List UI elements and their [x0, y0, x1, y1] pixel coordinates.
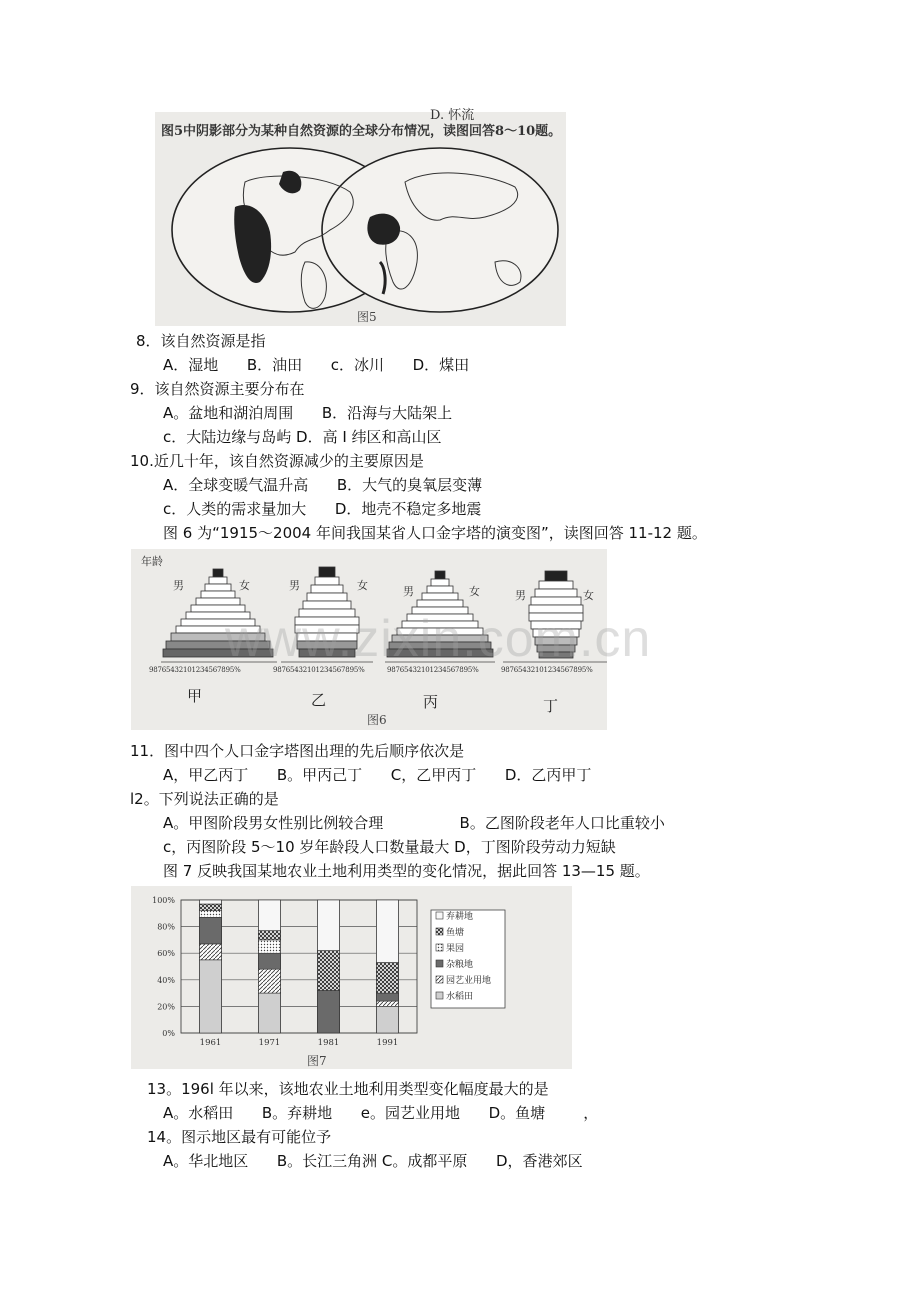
bar-segment — [200, 904, 222, 911]
yi-axis: 98765432101234567895% — [273, 666, 365, 674]
legend-label: 弃耕地 — [446, 912, 474, 922]
figure-7-chart — [131, 886, 572, 1069]
bar-segment — [200, 944, 222, 960]
x-tick-label: 1961 — [199, 1038, 222, 1048]
bar-segment — [377, 1001, 399, 1006]
ding-axis: 98765432101234567895% — [501, 666, 593, 674]
x-tick-label: 1991 — [376, 1038, 399, 1048]
legend-swatch — [436, 912, 443, 919]
world-map-outline — [155, 112, 566, 326]
legend-label: 果园 — [446, 944, 465, 954]
bar-segment — [318, 951, 340, 991]
y-tick-label: 80% — [157, 922, 175, 932]
q11-stem: 11．图中四个人口金字塔图出理的先后顺序依次是 — [130, 742, 465, 760]
q8-stem: 8．该自然资源是指 — [136, 332, 266, 350]
y-tick-label: 60% — [157, 949, 175, 959]
q13-stem: 13。196l 年以来，该地农业土地利用类型变化幅度最大的是 — [147, 1080, 549, 1098]
bar-segment — [377, 963, 399, 994]
y-tick-label: 100% — [152, 896, 175, 905]
fig5-partial-top: D. 怀流 — [430, 108, 475, 123]
bing-female-label: 女 — [469, 585, 480, 598]
legend-label: 杂粮地 — [446, 960, 474, 970]
figure-6-pyramids — [131, 549, 652, 730]
bar-segment — [259, 953, 281, 969]
q12-options-1: A。甲图阶段男女性别比例较合理 B。乙图阶段老年人口比重较小 — [163, 814, 665, 832]
q8-options: A．湿地 B．油田 c．冰川 D．煤田 — [163, 356, 470, 374]
legend-swatch — [436, 960, 443, 967]
land-use-chart — [131, 886, 572, 1069]
y-tick-label: 20% — [157, 1002, 175, 1012]
q10-options-2: c．人类的需求量加大 D．地壳不稳定多地震 — [163, 500, 482, 518]
bar-segment — [318, 990, 340, 1033]
bar-segment — [200, 911, 222, 918]
bar-segment — [259, 993, 281, 1033]
q9-options-2: c．大陆边缘与岛屿 D．高 I 纬区和高山区 — [163, 428, 442, 446]
q14-stem: 14。图示地区最有可能位予 — [147, 1128, 332, 1146]
x-tick-label: 1971 — [258, 1038, 281, 1048]
bing-axis: 98765432101234567895% — [387, 666, 479, 674]
fig6-intro: 图 6 为“1915～2004 年间我国某省人口金字塔的演变图”，读图回答 11-12 题。 — [163, 524, 707, 542]
ding-female-label: 女 — [583, 589, 594, 602]
q10-stem: 10.近几十年，该自然资源减少的主要原因是 — [130, 452, 424, 470]
q9-stem: 9．该自然资源主要分布在 — [130, 380, 305, 398]
bing-male-label: 男 — [403, 585, 414, 598]
legend-label: 鱼塘 — [446, 928, 465, 938]
bar-segment — [200, 900, 222, 904]
watermark: www.zixin.com.cn — [225, 610, 652, 668]
q12-stem: l2。下列说法正确的是 — [130, 790, 279, 808]
fig6-age-label: 年龄 — [141, 555, 163, 568]
yi-female-label: 女 — [357, 579, 368, 592]
fig5-caption: 图5 — [357, 310, 377, 324]
jia-axis: 98765432101234567895% — [149, 666, 241, 674]
label-jia: 甲 — [187, 687, 203, 705]
q10-options-1: A．全球变暖气温升高 B．大气的臭氧层变薄 — [163, 476, 483, 494]
bar-segment — [200, 917, 222, 944]
legend-swatch — [436, 944, 443, 951]
bar-segment — [377, 993, 399, 1001]
figure-5-map — [155, 108, 566, 326]
legend-swatch — [436, 976, 443, 983]
jia-male-label: 男 — [173, 579, 184, 592]
label-ding: 丁 — [543, 697, 559, 715]
fig7-intro: 图 7 反映我国某地农业土地利用类型的变化情况，据此回答 13—15 题。 — [163, 862, 650, 880]
fig5-header: 图5中阴影部分为某种自然资源的全球分布情况，读图回答8～10题。 — [161, 124, 562, 139]
y-tick-label: 40% — [157, 975, 175, 985]
x-tick-label: 1981 — [317, 1038, 340, 1048]
bar-segment — [377, 900, 399, 963]
fig7-caption: 图7 — [307, 1054, 327, 1068]
fig6-caption: 图6 — [367, 713, 387, 727]
legend-swatch — [436, 992, 443, 999]
label-yi: 乙 — [311, 691, 327, 709]
q12-options-2: c，丙图阶段 5～10 岁年龄段人口数量最大 D，丁图阶段劳动力短缺 — [163, 838, 616, 856]
bar-segment — [259, 931, 281, 940]
bar-segment — [318, 900, 340, 951]
jia-female-label: 女 — [239, 579, 250, 592]
q11-options: A，甲乙丙丁 B。甲丙己丁 C，乙甲丙丁 D．乙丙甲丁 — [163, 766, 592, 784]
q13-options: A。水稻田 B。弃耕地 e。园艺业用地 D。鱼塘 ， — [163, 1104, 599, 1122]
bar-segment — [259, 900, 281, 931]
q14-options: A。华北地区 B。长江三角洲 C。成都平原 D，香港郊区 — [163, 1152, 583, 1170]
yi-male-label: 男 — [289, 579, 300, 592]
q9-options-1: A。盆地和湖泊周围 B．沿海与大陆架上 — [163, 404, 453, 422]
legend-label: 水稻田 — [446, 992, 474, 1002]
bar-segment — [200, 960, 222, 1033]
bar-segment — [377, 1006, 399, 1033]
ding-male-label: 男 — [515, 589, 526, 602]
y-tick-label: 0% — [162, 1029, 175, 1038]
legend-label: 园艺业用地 — [446, 976, 492, 986]
label-bing: 丙 — [423, 693, 439, 711]
bar-segment — [259, 940, 281, 953]
bar-segment — [259, 969, 281, 993]
legend-swatch — [436, 928, 443, 935]
